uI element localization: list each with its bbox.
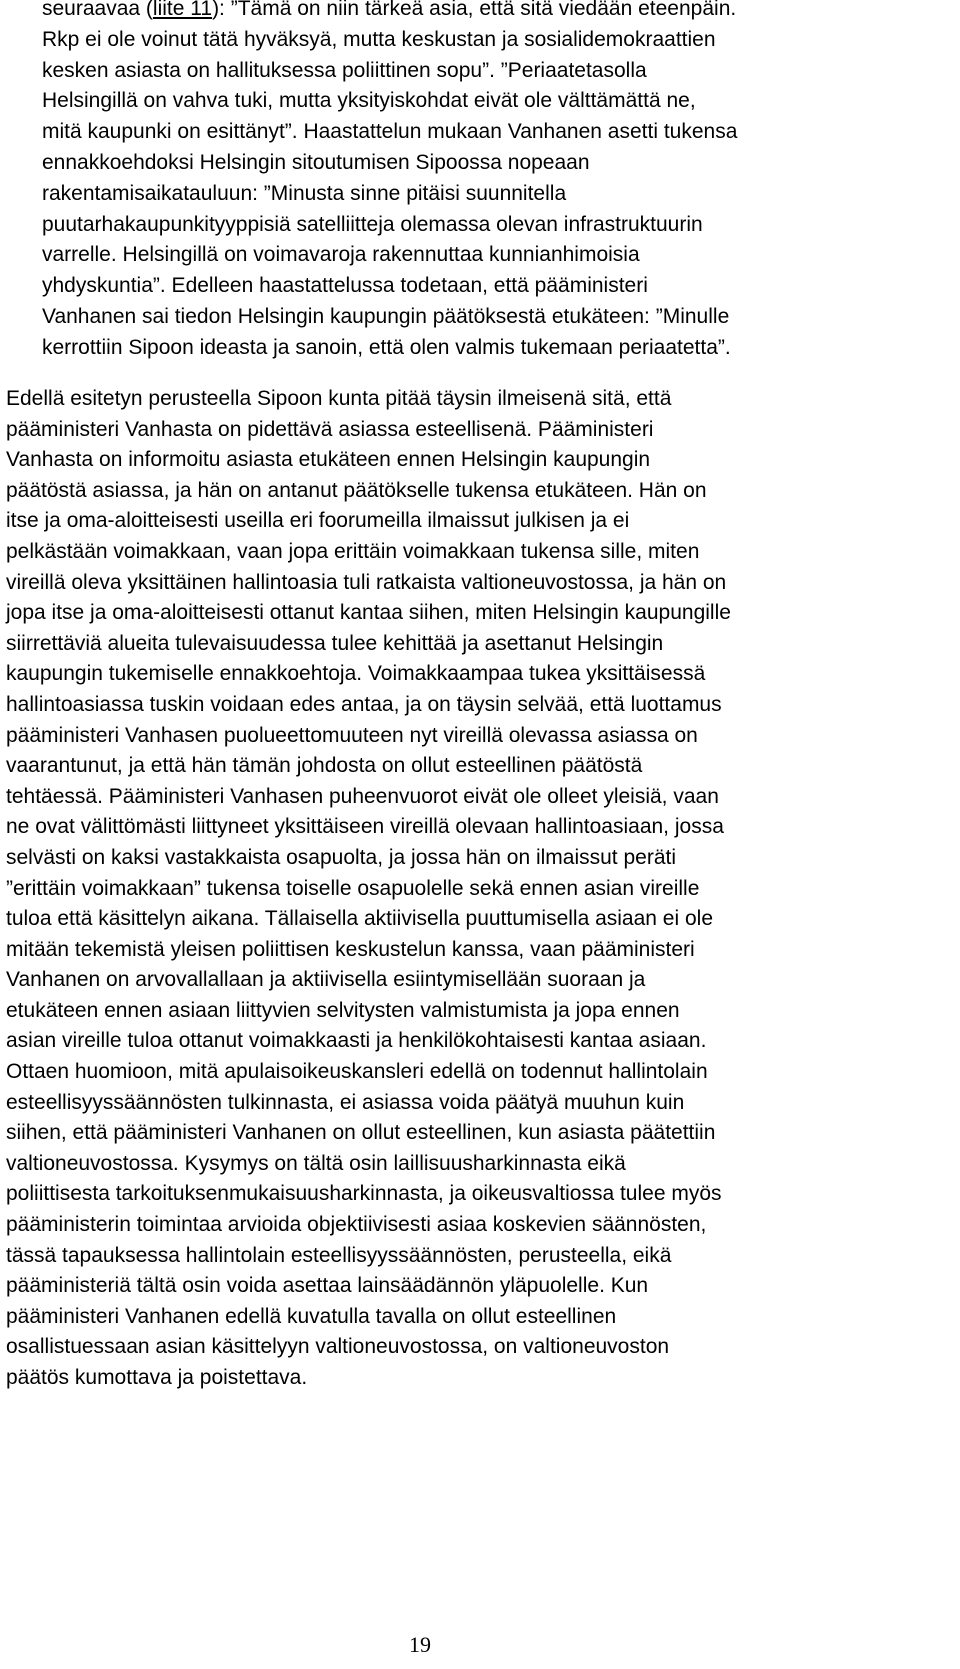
text-line: päätöstä asiassa, ja hän on antanut päätökselle tukensa etukäteen. Hän on <box>6 478 707 502</box>
text-line: vaarantunut, ja että hän tämän johdosta on ollut esteellinen päätöstä <box>6 754 643 778</box>
text-line: päätös kumottava ja poistettava. <box>6 1366 308 1389</box>
text-line: tässä tapauksessa hallintolain esteellisyyssäännösten, perusteella, eikä <box>6 1243 672 1267</box>
text-line: pääministerin toimintaa arvioida objektiivisesti asiaa koskevien säännösten, <box>6 1213 707 1237</box>
text-line: Rkp ei ole voinut tätä hyväksyä, mutta keskustan ja sosialidemokraattien <box>42 27 716 51</box>
text-line: kerrottiin Sipoon ideasta ja sanoin, että olen valmis tukemaan periaatetta”. <box>42 335 731 359</box>
text-line: pääministeriä tältä osin voida asettaa lainsäädännön yläpuolelle. Kun <box>6 1274 649 1298</box>
text-line: varrelle. Helsingillä on voimavaroja rakennuttaa kunnianhimoisia <box>42 243 640 267</box>
main-paragraph <box>6 384 946 1394</box>
text-line: pääministeri Vanhasen puolueettomuuteen nyt vireillä olevassa asiassa on <box>6 723 698 747</box>
text-line: Vanhanen sai tiedon Helsingin kaupungin päätöksestä etukäteen: ”Minulle <box>42 304 730 328</box>
text-line: itse ja oma-aloitteisesti useilla eri foorumeilla ilmaissut julkisen ja ei <box>6 509 630 533</box>
text-line: Ottaen huomioon, mitä apulaisoikeuskansleri edellä on todennut hallintolain <box>6 1060 708 1084</box>
text-line: seuraavaa (liite 11): ”Tämä on niin tärkeä asia, että sitä viedään eteenpäin. <box>42 0 942 25</box>
text-line: pääministeri Vanhanen edellä kuvatulla tavalla on ollut esteellinen <box>6 1304 617 1328</box>
text-line: vireillä oleva yksittäinen hallintoasia tuli ratkaista valtioneuvostossa, ja hän on <box>6 570 727 594</box>
text-line: pelkästään voimakkaan, vaan jopa erittäin voimakkaan tukensa sille, miten <box>6 539 700 563</box>
text-line: Edellä esitetyn perusteella Sipoon kunta pitää täysin ilmeisenä sitä, että <box>6 387 672 410</box>
text-line: etukäteen ennen asiaan liittyvien selvitysten valmistumista ja jopa ennen <box>6 998 680 1022</box>
text-line: valtioneuvostossa. Kysymys on tältä osin laillisuusharkinnasta eikä <box>6 1151 626 1175</box>
text-line: jopa itse ja oma-aloitteisesti ottanut kantaa siihen, miten Helsingin kaupungille <box>6 601 731 625</box>
text-line: yhdyskuntia”. Edelleen haastattelussa todetaan, että pääministeri <box>42 274 648 298</box>
text-line: osallistuessaan asian käsittelyyn valtioneuvostossa, on valtioneuvoston <box>6 1335 670 1359</box>
text-line: Helsingillä on vahva tuki, mutta yksityiskohdat eivät ole välttämättä ne, <box>42 89 696 113</box>
text-line: pääministeri Vanhasta on pidettävä asiassa esteellisenä. Pääministeri <box>6 417 654 441</box>
appendix-link[interactable]: liite 11 <box>152 0 213 20</box>
text-line: siirrettäviä alueita tulevaisuudessa tulee kehittää ja asettanut Helsingin <box>6 631 664 655</box>
text-line: mitä kaupunki on esittänyt”. Haastattelun mukaan Vanhanen asetti tukensa <box>42 120 738 144</box>
page-number-text: 19 <box>409 1632 431 1657</box>
text-line: ennakkoehdoksi Helsingin sitoutumisen Sipoossa nopeaan <box>42 150 590 174</box>
quoted-passage <box>42 0 942 364</box>
text-line: ”erittäin voimakkaan” tukensa toiselle osapuolelle sekä ennen asian vireille <box>6 876 700 900</box>
text-line: kesken asiasta on hallituksessa poliittinen sopu”. ”Periaatetasolla <box>42 58 647 82</box>
text-line: asian vireille tuloa ottanut voimakkaasti ja henkilökohtaisesti kantaa asiaan. <box>6 1029 707 1053</box>
text-line: Vanhasta on informoitu asiasta etukäteen ennen Helsingin kaupungin <box>6 448 651 472</box>
text-line: hallintoasiassa tuskin voidaan edes antaa, ja on täysin selvää, että luottamus <box>6 692 722 716</box>
text-line: ne ovat välittömästi liittyneet yksittäiseen vireillä olevaan hallintoasiaan, jossa <box>6 815 724 839</box>
text-line: rakentamisaikatauluun: ”Minusta sinne pitäisi suunnitella <box>42 181 567 205</box>
text-line: poliittisesta tarkoituksenmukaisuusharkinnasta, ja oikeusvaltiossa tulee myös <box>6 1182 722 1206</box>
text-line: Vanhanen on arvovallallaan ja aktiivisella esiintymisellään suoraan ja <box>6 968 646 992</box>
text-line: kaupungin tukemiselle ennakkoehtoja. Voimakkaampaa tukea yksittäisessä <box>6 662 706 686</box>
text-line: tehtäessä. Pääministeri Vanhasen puheenvuorot eivät ole olleet yleisiä, vaan <box>6 784 719 808</box>
text-line: tuloa että käsittelyn aikana. Tällaisella aktiivisella puuttumisella asiaan ei ole <box>6 907 714 931</box>
text-line: mitään tekemistä yleisen poliittisen keskustelun kanssa, vaan pääministeri <box>6 937 695 961</box>
text-line: puutarhakaupunkityyppisiä satelliitteja olemassa olevan infrastruktuurin <box>42 212 703 236</box>
text-line: esteellisyyssäännösten tulkinnasta, ei asiassa voida päätyä muuhun kuin <box>6 1090 685 1114</box>
text-line: selvästi on kaksi vastakkaista osapuolta, ja jossa hän on ilmaissut peräti <box>6 845 677 869</box>
page-number <box>0 1632 960 1658</box>
text-line: siihen, että pääministeri Vanhanen on ollut esteellinen, kun asiasta päätettiin <box>6 1121 716 1145</box>
